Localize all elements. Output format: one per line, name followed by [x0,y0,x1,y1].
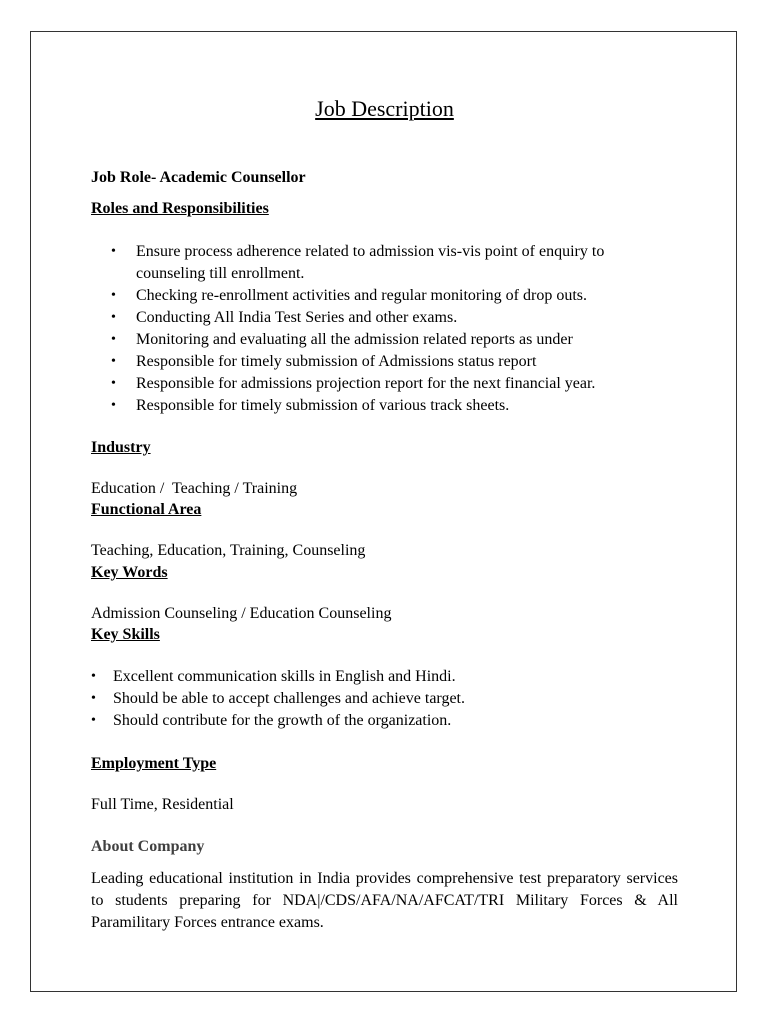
list-item-text: Monitoring and evaluating all the admission related reports as under [136,331,573,348]
roles-heading: Roles and Responsibilities [91,200,269,217]
list-item-text: Responsible for admissions projection report for the next financial year. [136,375,596,392]
list-item [91,241,656,285]
functional-area-value: Teaching, Education, Training, Counseling [91,542,366,559]
industry-heading: Industry [91,439,151,456]
document-title: Job Description [315,96,454,121]
list-item-text: Checking re-enrollment activities and regular monitoring of drop outs. [136,287,587,304]
list-item-text: Should be able to accept challenges and achieve target. [113,690,465,707]
industry-value: Education / Teaching / Training [91,480,298,497]
list-item-text: Responsible for timely submission of Admissions status report [136,353,537,370]
job-role: Job Role- Academic Counsellor [91,169,306,186]
bullet-icon: • [111,354,116,369]
bullet-icon: • [111,376,116,391]
bullet-icon: • [111,398,116,413]
list-item [91,710,465,732]
bullet-icon: • [111,310,116,325]
list-item [91,395,678,417]
bullet-icon: • [111,288,116,303]
list-item-text: Ensure process adherence related to admission vis-vis point of enquiry to counseling till enrollment. [136,243,605,282]
about-company-body: Leading educational institution in India provides comprehensive test preparatory services to students preparing for NDA|/CDS/AFA/NA/AFCAT/TRI Military Forces & All Paramilitary Forces entrance exams. [91,870,678,931]
employment-type-heading: Employment Type [91,755,217,772]
list-item [91,329,678,351]
list-item-text: Should contribute for the growth of the organization. [113,712,452,729]
bullet-icon: • [111,332,116,347]
bullet-icon: • [91,713,96,728]
list-item [91,351,678,373]
list-item [91,307,678,329]
list-item [91,285,678,307]
bullet-icon: • [91,669,96,684]
key-skills-list [91,666,465,732]
list-item-text: Conducting All India Test Series and other exams. [136,309,458,326]
key-words-heading: Key Words [91,564,168,581]
key-words-value: Admission Counseling / Education Counseling [91,605,392,622]
list-item [91,666,465,688]
list-item [91,373,678,395]
key-skills-heading: Key Skills [91,626,160,643]
about-company-heading: About Company [91,838,205,855]
functional-area-heading: Functional Area [91,501,202,518]
bullet-icon: • [111,244,116,259]
employment-type-value: Full Time, Residential [91,796,234,813]
bullet-icon: • [91,691,96,706]
list-item-text: Excellent communication skills in English and Hindi. [113,668,456,685]
roles-list [91,241,678,417]
list-item [91,688,465,710]
list-item-text: Responsible for timely submission of various track sheets. [136,397,510,414]
